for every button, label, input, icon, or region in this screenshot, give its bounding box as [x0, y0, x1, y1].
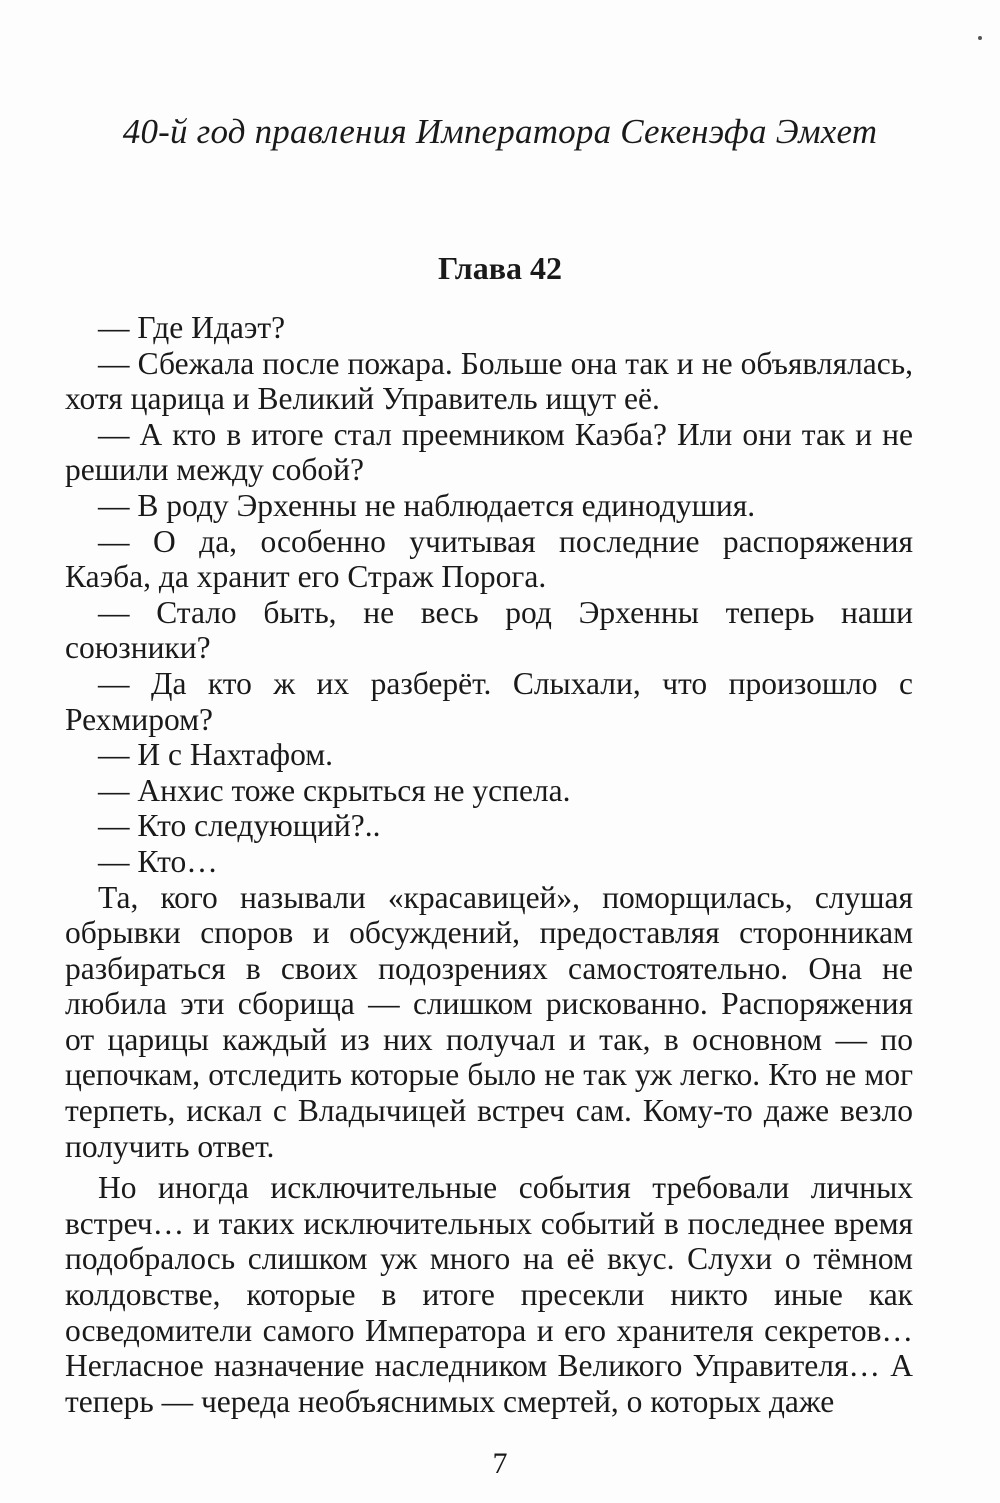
paragraph: Но иногда исключительные события требовали личных встреч… и таких исключительных событий в последнее время подобралось слишком уж много на её вкус. Слухи о тёмном колдовстве, которые в итоге пресекли никто иные как осведомители самого Императора и его хранителя секретов… Негласное назначение наследником Великого Управителя… А теперь — череда необъяснимых смертей, о которых даже: [65, 1170, 913, 1419]
paragraph: — Кто следующий?..: [98, 808, 381, 844]
paragraph: Та, кого называли «красавицей», поморщилась, слушая обрывки споров и обсуждений, предоставляя сторонникам разбираться в своих подозрениях самостоятельно. Она не любила эти сборища — слишком рискованно. Распоряжения от царицы каждый из них получал и так, в основном — по цепочкам, отследить которые было не так уж легко. Кто не мог терпеть, искал с Владычицей встреч сам. Кому-то даже везло получить ответ.: [65, 879, 913, 1164]
page-number: 7: [492, 1447, 508, 1480]
paragraph: — Кто…: [98, 843, 218, 879]
scan-dot: [978, 36, 982, 40]
paragraph: — В роду Эрхенны не наблюдается единодушия.: [98, 487, 756, 523]
running-title: 40-й год правления Императора Секенэфа Эмхет: [122, 112, 878, 151]
paragraph: — О да, особенно учитывая последние распоряжения Каэба, да хранит его Страж Порога.: [65, 523, 913, 595]
body-text: [65, 310, 913, 1419]
chapter-heading: Глава 42: [438, 250, 562, 286]
paragraph: — Стало быть, не весь род Эрхенны теперь наши союзники?: [65, 594, 913, 666]
paragraph: — Анхис тоже скрыться не успела.: [98, 772, 571, 808]
paragraph: — Сбежала после пожара. Больше она так и не объявлялась, хотя царица и Великий Управитель ищут её.: [65, 345, 913, 417]
paragraph: — А кто в итоге стал преемником Каэба? Или они так и не решили между собой?: [65, 416, 913, 488]
paragraph: — Да кто ж их разберёт. Слыхали, что произошло с Рехмиром?: [65, 665, 913, 737]
paragraph: — И с Нахтафом.: [98, 737, 334, 773]
paragraph: — Где Идаэт?: [98, 310, 286, 345]
